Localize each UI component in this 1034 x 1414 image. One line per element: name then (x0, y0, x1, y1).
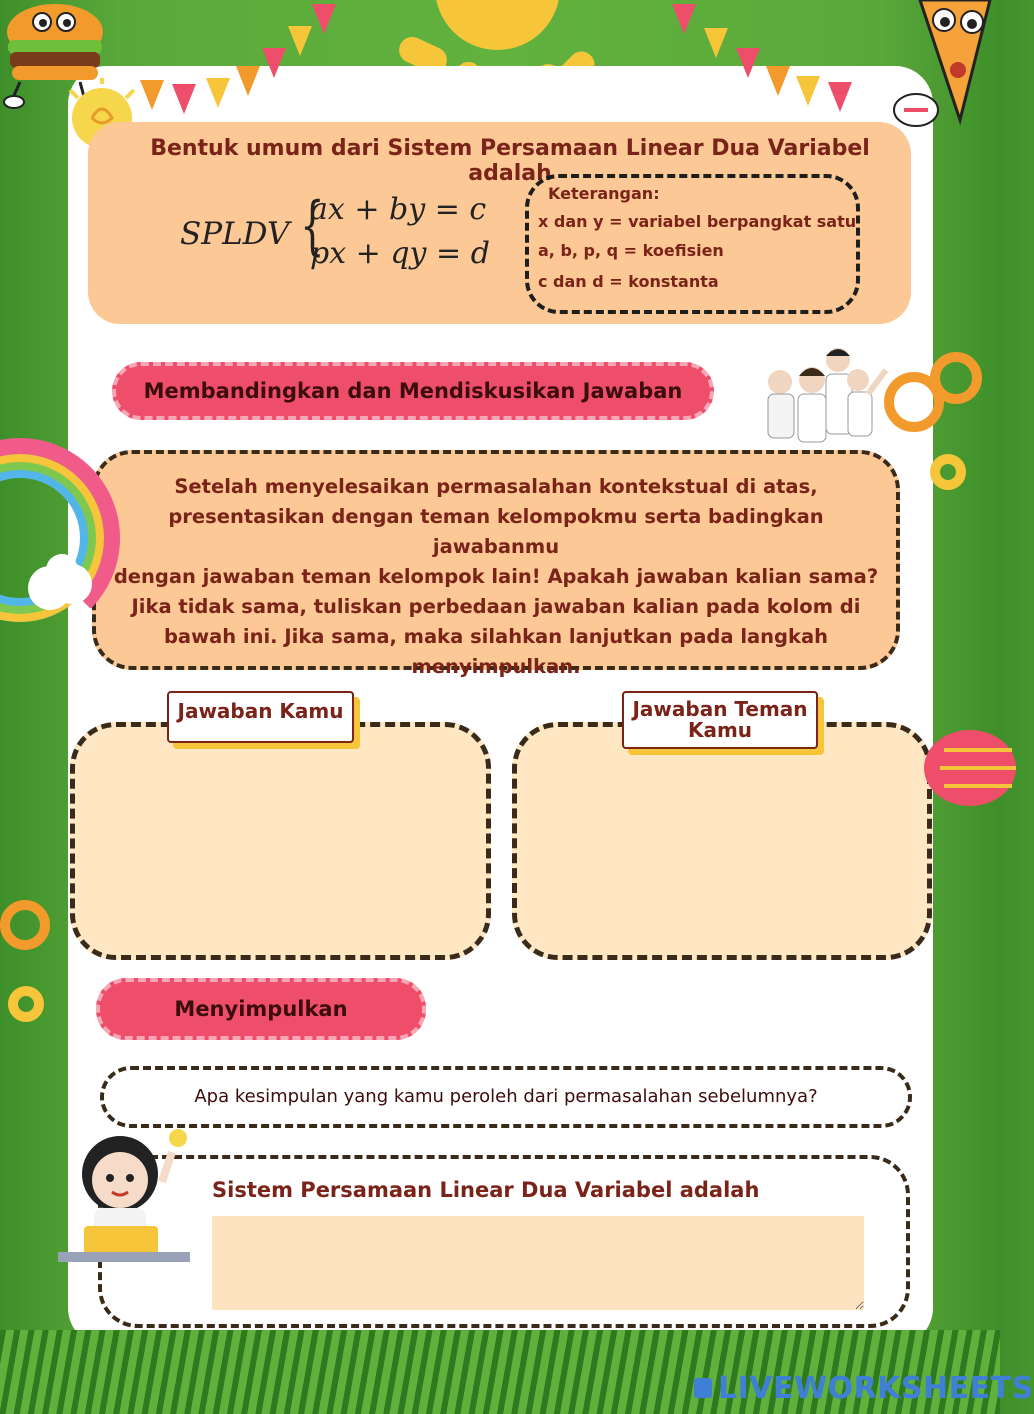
liveworksheets-logo: LIVEWORKSHEETS (718, 1371, 1034, 1406)
swirl-decoration (0, 900, 50, 950)
swirl-decoration (930, 454, 966, 490)
general-form-title: Bentuk umum dari Sistem Persamaan Linear Dua Variabel adalah (150, 136, 870, 186)
notes-line: c dan d = konstanta (538, 272, 719, 291)
instruction-line: dengan jawaban teman kelompok lain! Apakah jawaban kalian sama? (113, 565, 879, 588)
friend-answer-label (622, 691, 818, 749)
notes-line: a, b, p, q = koefisien (538, 241, 724, 260)
section-compare-heading: Membandingkan dan Mendiskusikan Jawaban (112, 362, 714, 420)
students-illustration-icon (752, 346, 892, 446)
cloud-icon (20, 548, 100, 618)
girl-reading-illustration-icon (58, 1122, 194, 1270)
instruction-line: bawah ini. Jika sama, maka silahkan lanjutkan pada langkah (163, 625, 829, 648)
instruction-line: menyimpulkan. (411, 655, 581, 678)
swirl-decoration (930, 352, 982, 404)
liveworksheets-badge (694, 1378, 712, 1398)
your-answer-box[interactable] (70, 722, 491, 960)
formula-brace: { (300, 189, 325, 263)
instruction-line: Jika tidak sama, tuliskan perbedaan jawaban kalian pada kolom di (131, 595, 861, 618)
friend-answer-label-line: Kamu (687, 718, 753, 742)
sun-decoration (435, 0, 560, 50)
formula-equation-2: px + qy = d (310, 236, 490, 271)
blimp-icon (920, 724, 1000, 814)
notes-line: x dan y = variabel berpangkat satu (538, 212, 857, 231)
section-conclude-heading: Menyimpulkan (96, 978, 426, 1040)
instruction-line: presentasikan dengan teman kelompokmu serta badingkan jawabanmu (168, 505, 824, 558)
conclusion-answer-input[interactable] (212, 1216, 864, 1310)
your-answer-label: Jawaban Kamu (167, 691, 354, 743)
friend-answer-box[interactable] (512, 718, 932, 960)
bunting-flag (704, 28, 728, 58)
formula-label: SPLDV (180, 216, 290, 252)
friend-answer-label-line: Jawaban Teman (632, 697, 808, 721)
conclusion-question: Apa kesimpulan yang kamu peroleh dari permasalahan sebelumnya? (100, 1066, 912, 1128)
bunting-flag (312, 4, 336, 34)
bunting-flag (672, 4, 696, 34)
pizza-mascot-icon (880, 0, 1000, 140)
bunting-flag (288, 26, 312, 56)
notes-title: Keterangan: (548, 184, 660, 203)
instruction-line: Setelah menyelesaikan permasalahan kontekstual di atas, (174, 475, 818, 498)
formula-equation-1: ax + by = c (310, 192, 487, 227)
swirl-decoration (8, 986, 44, 1022)
instruction-box (92, 450, 900, 678)
conclusion-prompt: Sistem Persamaan Linear Dua Variabel adalah (212, 1178, 760, 1202)
